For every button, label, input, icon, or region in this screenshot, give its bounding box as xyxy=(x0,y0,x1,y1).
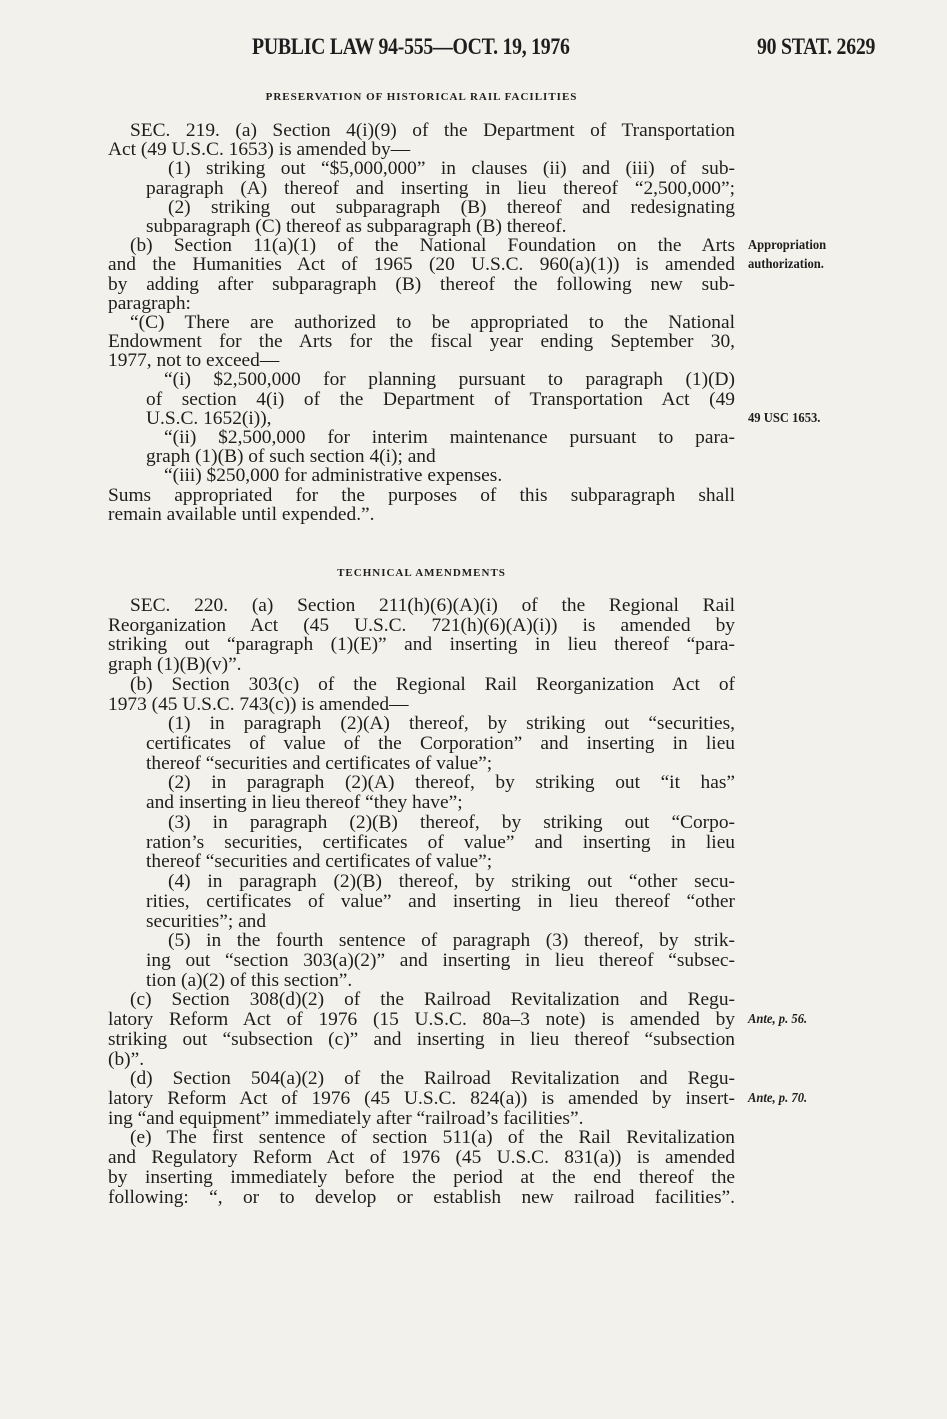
text-line xyxy=(108,616,735,636)
text-line-content: and Regulatory Reform Act of 1976 (45 U.S.C. 831(a)) is amended xyxy=(108,1147,735,1169)
text-line-content: “(i) $2,500,000 for planning pursuant to paragraph (1)(D) xyxy=(164,369,735,391)
text-line-content: Endowment for the Arts for the fiscal year ending September 30, xyxy=(108,331,735,353)
text-line-content: rities, certificates of value” and inserting in lieu thereof “other xyxy=(146,890,735,912)
text-line xyxy=(108,217,735,236)
text-line xyxy=(108,1050,735,1070)
text-line xyxy=(108,1148,735,1168)
text-line xyxy=(108,695,735,715)
text-line xyxy=(108,235,827,257)
text-line xyxy=(108,1188,735,1208)
text-line xyxy=(108,332,735,351)
text-line xyxy=(108,294,735,313)
text-line-content: SEC. 220. (a) Section 211(h)(6)(A)(i) of the Regional Rail xyxy=(130,595,735,616)
text-line-content: (b) Section 11(a)(1) of the National Foundation on the Arts xyxy=(130,235,735,257)
text-line-content: “(iii) $250,000 for administrative expenses. xyxy=(164,465,503,487)
text-line-content: (1) striking out “$5,000,000” in clauses (ii) and (iii) of sub- xyxy=(168,158,735,180)
text-line xyxy=(108,486,735,505)
text-line-content: (b)”. xyxy=(108,1048,145,1070)
text-line-content: ing out “section 303(a)(2)” and inserting in lieu thereof “subsec- xyxy=(146,949,735,971)
text-line xyxy=(108,951,735,971)
text-line xyxy=(108,990,735,1010)
text-line xyxy=(108,596,735,616)
text-line-content: (d) Section 504(a)(2) of the Railroad Revitalization and Regu- xyxy=(130,1068,735,1090)
text-line-content: of section 4(i) of the Department of Transportation Act (49 xyxy=(146,388,735,410)
text-line xyxy=(108,1087,808,1109)
text-line xyxy=(108,714,735,734)
text-line xyxy=(108,1030,735,1050)
text-line xyxy=(108,121,735,140)
text-line xyxy=(108,159,735,178)
text-line xyxy=(108,892,735,912)
text-line-content: (e) The first sentence of section 511(a) of the Rail Revitalization xyxy=(130,1127,735,1149)
text-line-content: securities”; and xyxy=(146,910,267,932)
text-line-content: following: “, or to develop or establish new railroad facilities”. xyxy=(108,1186,735,1208)
text-line xyxy=(108,635,735,655)
text-line-content: graph (1)(B)(v)”. xyxy=(108,654,242,676)
text-line xyxy=(108,351,735,370)
text-line-content: paragraph: xyxy=(108,292,191,314)
text-line xyxy=(108,198,735,217)
text-line-content: thereof “securities and certificates of value”; xyxy=(146,752,493,774)
text-line xyxy=(108,1128,735,1148)
text-line-content: 1977, not to exceed— xyxy=(108,350,280,372)
text-line-content: ration’s securities, certificates of value” and inserting in lieu xyxy=(146,831,735,853)
text-line xyxy=(108,254,824,276)
section-heading-technical-amendments: TECHNICAL AMENDMENTS xyxy=(337,567,506,579)
text-line-content: striking out “paragraph (1)(E)” and inserting in lieu thereof “para- xyxy=(108,634,735,656)
text-line xyxy=(108,179,735,198)
text-line-content: by inserting immediately before the period at the end thereof the xyxy=(108,1166,735,1188)
section-heading-historical-rail: PRESERVATION OF HISTORICAL RAIL FACILITIES xyxy=(265,91,578,103)
text-line xyxy=(108,971,735,991)
text-line-content: subparagraph (C) thereof as subparagraph (B) thereof. xyxy=(146,215,567,237)
text-line-content: by adding after subparagraph (B) thereof the following new sub- xyxy=(108,273,735,295)
text-line xyxy=(108,407,821,429)
text-line xyxy=(108,390,735,409)
statute-page-number: 90 STAT. 2629 xyxy=(757,34,876,59)
section-219-body xyxy=(108,120,827,525)
text-line xyxy=(108,833,735,853)
text-line-content: Sums appropriated for the purposes of this subparagraph shall xyxy=(108,484,735,506)
text-line-content: 1973 (45 U.S.C. 743(c)) is amended— xyxy=(108,693,409,715)
text-line-content: graph (1)(B) of such section 4(i); and xyxy=(146,446,436,468)
text-line xyxy=(108,466,735,485)
margin-note: Ante, p. 70. xyxy=(748,1090,808,1106)
text-line-content: (4) in paragraph (2)(B) thereof, by striking out “other secu- xyxy=(168,871,735,893)
text-line-content: striking out “subsection (c)” and inserting in lieu thereof “subsection xyxy=(108,1028,735,1050)
text-line-content: Act (49 U.S.C. 1653) is amended by— xyxy=(108,139,411,161)
text-line xyxy=(108,773,735,793)
text-line-content: tion (a)(2) of this section”. xyxy=(146,969,353,991)
margin-note: authorization. xyxy=(748,257,824,273)
text-line-content: (c) Section 308(d)(2) of the Railroad Revitalization and Regu- xyxy=(130,989,735,1011)
text-line-content: SEC. 219. (a) Section 4(i)(9) of the Department of Transportation xyxy=(130,120,735,141)
text-line-content: (b) Section 303(c) of the Regional Rail Reorganization Act of xyxy=(130,673,735,695)
margin-note: 49 USC 1653. xyxy=(748,410,821,426)
text-line xyxy=(108,872,735,892)
text-line-content: (3) in paragraph (2)(B) thereof, by striking out “Corpo- xyxy=(168,811,735,833)
text-line-content: (2) striking out subparagraph (B) thereof and redesignating xyxy=(168,196,735,218)
text-line xyxy=(108,793,735,813)
text-line xyxy=(108,931,735,951)
text-line-content: certificates of value of the Corporation” and inserting in lieu xyxy=(146,733,735,755)
section-220-body xyxy=(108,595,808,1208)
text-line-content: thereof “securities and certificates of value”; xyxy=(146,851,493,873)
text-line-content: (5) in the fourth sentence of paragraph (3) thereof, by strik- xyxy=(168,930,735,952)
running-header-title: PUBLIC LAW 94-555—OCT. 19, 1976 xyxy=(252,34,570,59)
text-line xyxy=(108,852,735,872)
text-line xyxy=(108,370,735,389)
text-line xyxy=(108,813,735,833)
text-line-content: latory Reform Act of 1976 (15 U.S.C. 80a–3 note) is amended by xyxy=(108,1009,735,1031)
text-line xyxy=(108,428,735,447)
text-line xyxy=(108,734,735,754)
text-line-content: U.S.C. 1652(i)), xyxy=(146,407,272,429)
text-line xyxy=(108,313,735,332)
margin-note: Ante, p. 56. xyxy=(748,1012,808,1028)
text-line-content: latory Reform Act of 1976 (45 U.S.C. 824(a)) is amended by insert- xyxy=(108,1087,735,1109)
text-line xyxy=(108,912,735,932)
margin-note: Appropriation xyxy=(748,238,827,254)
text-line-content: Reorganization Act (45 U.S.C. 721(h)(6)(A)(i)) is amended by xyxy=(108,614,735,636)
text-line-content: (2) in paragraph (2)(A) thereof, by striking out “it has” xyxy=(168,772,735,794)
text-line-content: paragraph (A) thereof and inserting in lieu thereof “2,500,000”; xyxy=(146,177,735,199)
text-line-content: “(ii) $2,500,000 for interim maintenance pursuant to para- xyxy=(164,427,735,448)
text-line-content: ing “and equipment” immediately after “railroad’s facilities”. xyxy=(108,1107,584,1129)
text-line xyxy=(108,1168,735,1188)
text-line xyxy=(108,655,735,675)
text-line xyxy=(108,754,735,774)
text-line xyxy=(108,1069,735,1089)
text-line xyxy=(108,140,735,159)
text-line-content: and inserting in lieu thereof “they have”; xyxy=(146,792,463,814)
text-line xyxy=(108,675,735,695)
text-line xyxy=(108,447,735,466)
text-line-content: remain available until expended.”. xyxy=(108,503,375,525)
text-line xyxy=(108,1109,735,1129)
text-line xyxy=(108,275,735,294)
text-line xyxy=(108,505,735,524)
text-line-content: (1) in paragraph (2)(A) thereof, by striking out “securities, xyxy=(168,713,735,735)
text-line xyxy=(108,1009,808,1031)
text-line-content: and the Humanities Act of 1965 (20 U.S.C. 960(a)(1)) is amended xyxy=(108,254,735,276)
text-line-content: “(C) There are authorized to be appropriated to the National xyxy=(130,311,735,333)
